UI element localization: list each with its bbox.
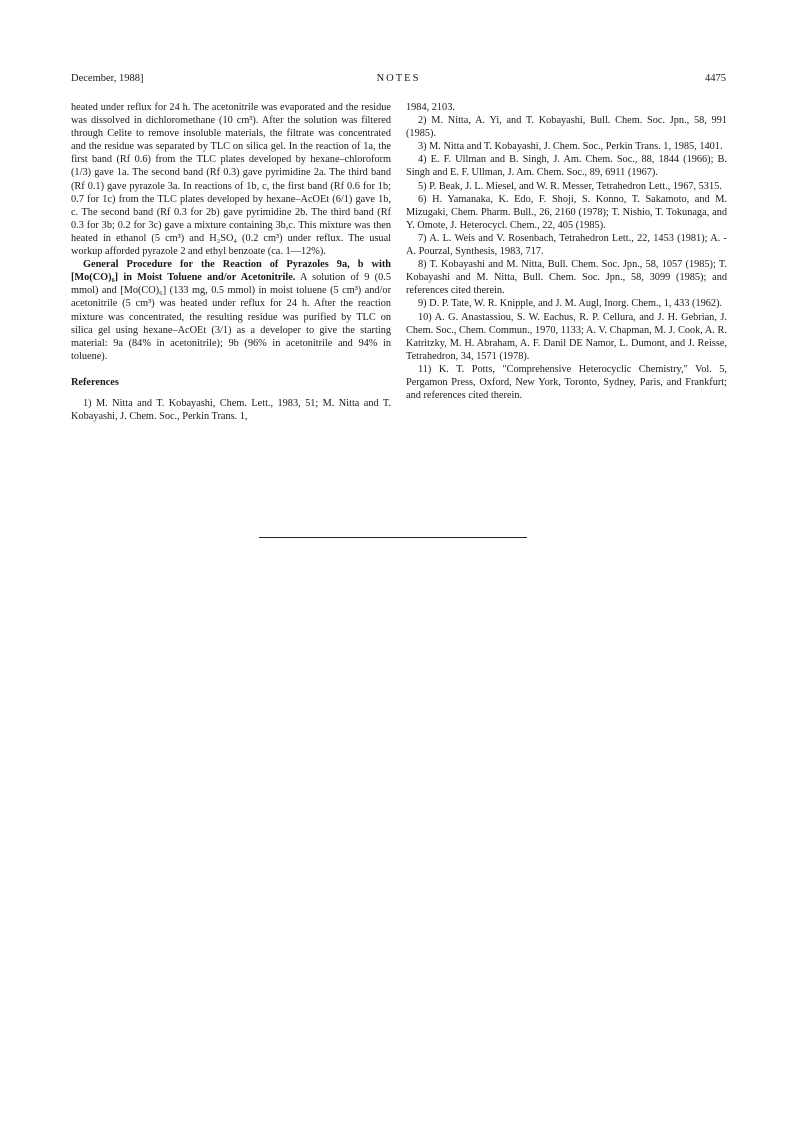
general-procedure-paragraph — [71, 258, 391, 363]
experimental-paragraph: heated under reflux for 24 h. The acetonitrile was evaporated and the residue was dissolved in dichloromethane (10 cm³). After the solution was filtered through Celite to remove insoluble materials, the filtrate was concentrated and the residue was separated by TLC on silica gel. In the reaction of 1a, the first band (Rf 0.6) from the TLC plates developed by hexane–chloroform (1/3) gave 1a. The second band (Rf 0.3) gave pyrimidine 2a. The third band (Rf 0.1) gave pyrazole 3a. In reactions of 1b, c, the first band (Rf 0.6 for 1b; 0.7 for 1c) from the TLC plates developed by hexane–AcOEt (6/1) gave 1b, c. The second band (Rf 0.3 for 2b) gave pyrimidine 2b. The third band (Rf 0.3 for 3b; 0.2 for 3c) gave a mixture containing 3b,c. This mixture was then heated in ethanol (5 cm³) and H₂SO₄ (0.2 cm³) under reflux. The usual workup afforded pyrazole 2 and ethyl benzoate (ca. 1—12%). — [71, 102, 391, 258]
reference-11: 11) K. T. Potts, "Comprehensive Heterocyclic Chemistry," Vol. 5, Pergamon Press, Oxford, New York, Toronto, Sydney, Paris, and Frankfurt; and references cited therein. — [406, 363, 727, 402]
header-page-number: 4475 — [705, 73, 726, 84]
end-rule — [259, 537, 527, 538]
reference-1-continued: 1984, 2103. — [406, 102, 455, 113]
reference-7: 7) A. L. Weis and V. Rosenbach, Tetrahedron Lett., 22, 1453 (1981); A. -A. Pourzal, Synthesis, 1983, 717. — [406, 232, 727, 258]
reference-3: 3) M. Nitta and T. Kobayashi, J. Chem. Soc., Perkin Trans. 1, 1985, 1401. — [418, 141, 723, 153]
reference-5: 5) P. Beak, J. L. Miesel, and W. R. Messer, Tetrahedron Lett., 1967, 5315. — [418, 180, 722, 192]
references-title: References — [71, 376, 119, 388]
reference-2: 2) M. Nitta, A. Yi, and T. Kobayashi, Bull. Chem. Soc. Jpn., 58, 991 (1985). — [406, 115, 727, 140]
general-procedure-heading: General Procedure for the Reaction of Pyrazoles 9a, b with [Mo(CO)₆] in Moist Toluene and/or Acetonitrile. — [71, 259, 391, 284]
reference-4: 4) E. F. Ullman and B. Singh, J. Am. Chem. Soc., 88, 1844 (1966); B. Singh and E. F. Ullman, J. Am. Chem. Soc., 89, 6911 (1967). — [406, 154, 727, 179]
header-section: NOTES — [376, 73, 421, 84]
reference-6: 6) H. Yamanaka, K. Edo, F. Shoji, S. Konno, T. Sakamoto, and M. Mizugaki, Chem. Pharm. Bull., 26, 2160 (1978); T. Nishio, T. Tokunaga, and Y. Omote, J. Heterocycl. Chem., 22, 405 (1985). — [406, 193, 727, 231]
reference-9: 9) D. P. Tate, W. R. Knipple, and J. M. Augl, Inorg. Chem., 1, 433 (1962). — [418, 298, 723, 310]
left-column — [71, 101, 391, 423]
right-column — [406, 101, 727, 402]
reference-1: 1) M. Nitta and T. Kobayashi, Chem. Lett., 1983, 51; M. Nitta and T. Kobayashi, J. Chem. Soc., Perkin Trans. 1, — [71, 397, 391, 423]
reference-8: 8) T. Kobayashi and M. Nitta, Bull. Chem. Soc. Jpn., 58, 1057 (1985); T. Kobayashi and M. Nitta, Bull. Chem. Soc. Jpn., 58, 3099 (1985); and references cited therein. — [406, 259, 727, 297]
page-header — [71, 73, 726, 87]
reference-10: 10) A. G. Anastassiou, S. W. Eachus, R. P. Cellura, and J. H. Gebrian, J. Chem. Soc., Chem. Commun., 1970, 1133; A. V. Chapman, M. J. Cook, A. R. Katritzky, M. H. Abraham, A. F. Danil DE Namor, L. Dumont, and J. Reisse, Tetrahedron, 34, 1571 (1978). — [406, 311, 727, 362]
general-procedure-body: A solution of 9 (0.5 mmol) and [Mo(CO)₆] (133 mg, 0.5 mmol) in moist toluene (5 cm³) and/or acetonitrile (5 cm³) was heated under reflux for 24 h. After the reaction mixture was concentrated, the resulting residue was purified by TLC on silica gel using hexane–AcOEt (3/1) as a developer to give the starting material: 9a (84% in acetonitrile); 9b (96% in acetonitrile and 94% in toluene). — [71, 272, 391, 362]
header-date: December, 1988] — [71, 73, 144, 84]
